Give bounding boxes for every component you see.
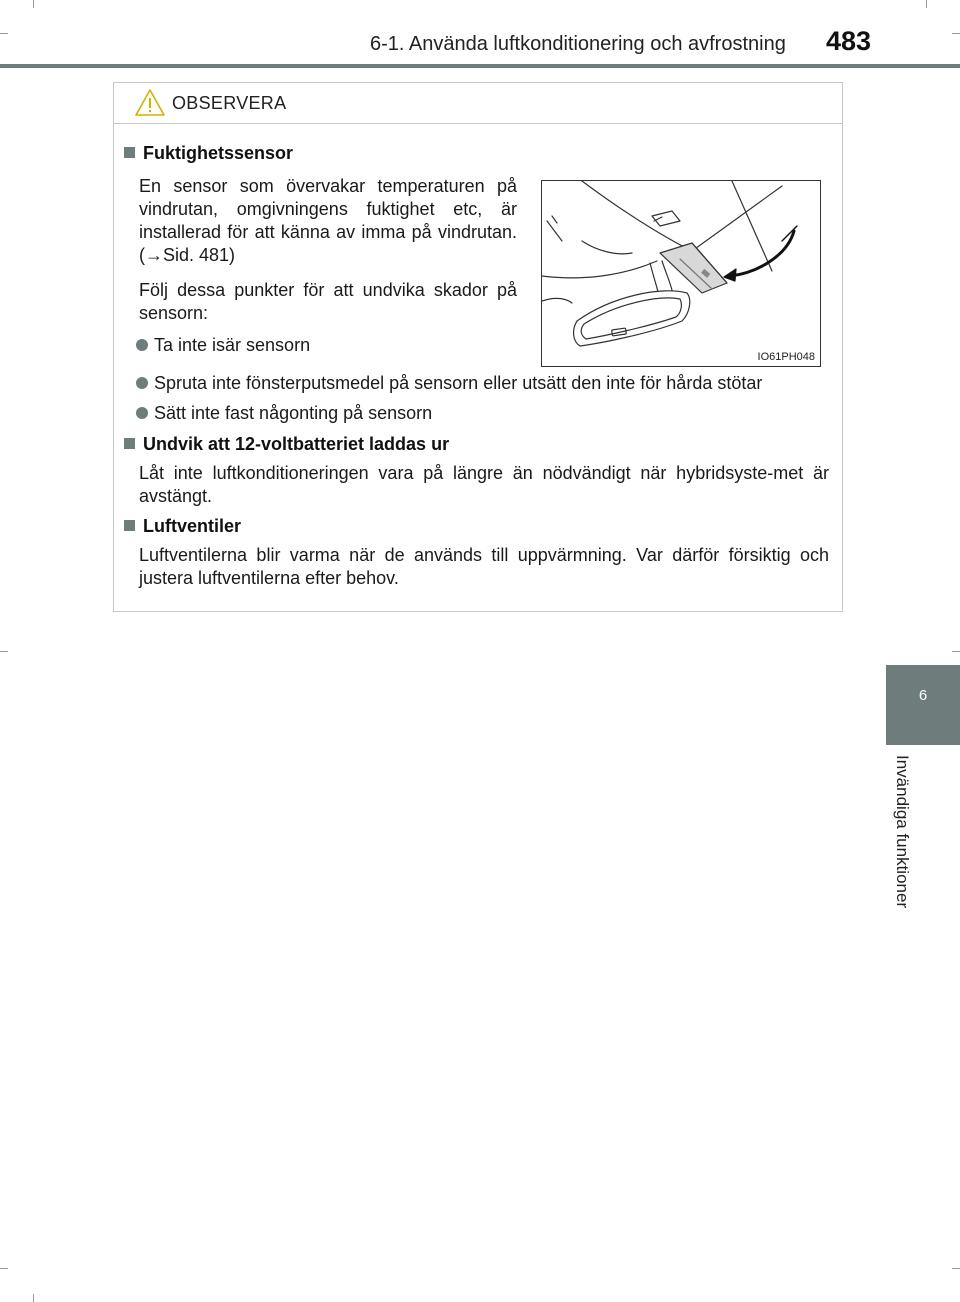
crop-mark — [33, 0, 34, 8]
page-header-title: 6-1. Använda luftkonditionering och avfrostning — [370, 33, 786, 55]
crop-mark — [926, 0, 927, 8]
square-bullet-icon — [124, 438, 135, 449]
list-item-text: Spruta inte fönsterputsmedel på sensorn eller utsätt den inte för hårda stötar — [154, 373, 763, 393]
paragraph: En sensor som övervakar temperaturen på vindrutan, omgivningens fuktighet etc, är installerad för att känna av imma på vindrutan. (→Sid. 481) — [139, 176, 517, 265]
bullet-dot-icon — [136, 407, 148, 419]
chapter-label — [892, 755, 920, 945]
section-heading-text: Undvik att 12-voltbatteriet laddas ur — [143, 434, 450, 454]
list-item — [136, 334, 310, 357]
paragraph: Låt inte luftkonditioneringen vara på längre än nödvändigt när hybridsyste-met är avstängt. — [139, 463, 829, 506]
figure-code: IO61PH048 — [757, 351, 815, 363]
list-item — [136, 372, 762, 395]
notice-box — [113, 82, 843, 612]
chapter-tab: 6 — [886, 665, 960, 745]
crop-mark — [952, 1268, 960, 1269]
section-heading-text: Fuktighetssensor — [143, 143, 294, 163]
mirror-sensor-drawing — [542, 181, 821, 367]
crop-mark — [952, 33, 960, 34]
section-heading — [124, 434, 449, 455]
crop-mark — [0, 651, 8, 652]
list-item-text: Ta inte isär sensorn — [154, 335, 311, 355]
square-bullet-icon — [124, 147, 135, 158]
section-heading-text: Luftventiler — [143, 516, 242, 536]
notice-title: OBSERVERA — [172, 93, 287, 113]
crop-mark — [952, 651, 960, 652]
section-heading — [124, 516, 241, 537]
chapter-label-text: Invändiga funktioner — [893, 755, 912, 909]
warning-triangle-icon — [134, 88, 166, 117]
bullet-dot-icon — [136, 339, 148, 351]
section-heading — [124, 143, 293, 164]
sensor-illustration — [541, 180, 821, 367]
crop-mark — [0, 1268, 8, 1269]
crop-mark — [0, 33, 8, 34]
list-item — [136, 402, 432, 425]
crop-mark — [33, 1294, 34, 1302]
list-item-text: Sätt inte fast någonting på sensorn — [154, 403, 433, 423]
bullet-dot-icon — [136, 377, 148, 389]
page-number: 483 — [826, 26, 872, 56]
square-bullet-icon — [124, 520, 135, 531]
paragraph: Följ dessa punkter för att undvika skador på sensorn: — [139, 280, 517, 323]
header-rule — [0, 64, 960, 68]
paragraph: Luftventilerna blir varma när de används till uppvärmning. Var därför försiktig och justera luftventilerna efter behov. — [139, 545, 829, 588]
notice-header — [114, 83, 842, 124]
